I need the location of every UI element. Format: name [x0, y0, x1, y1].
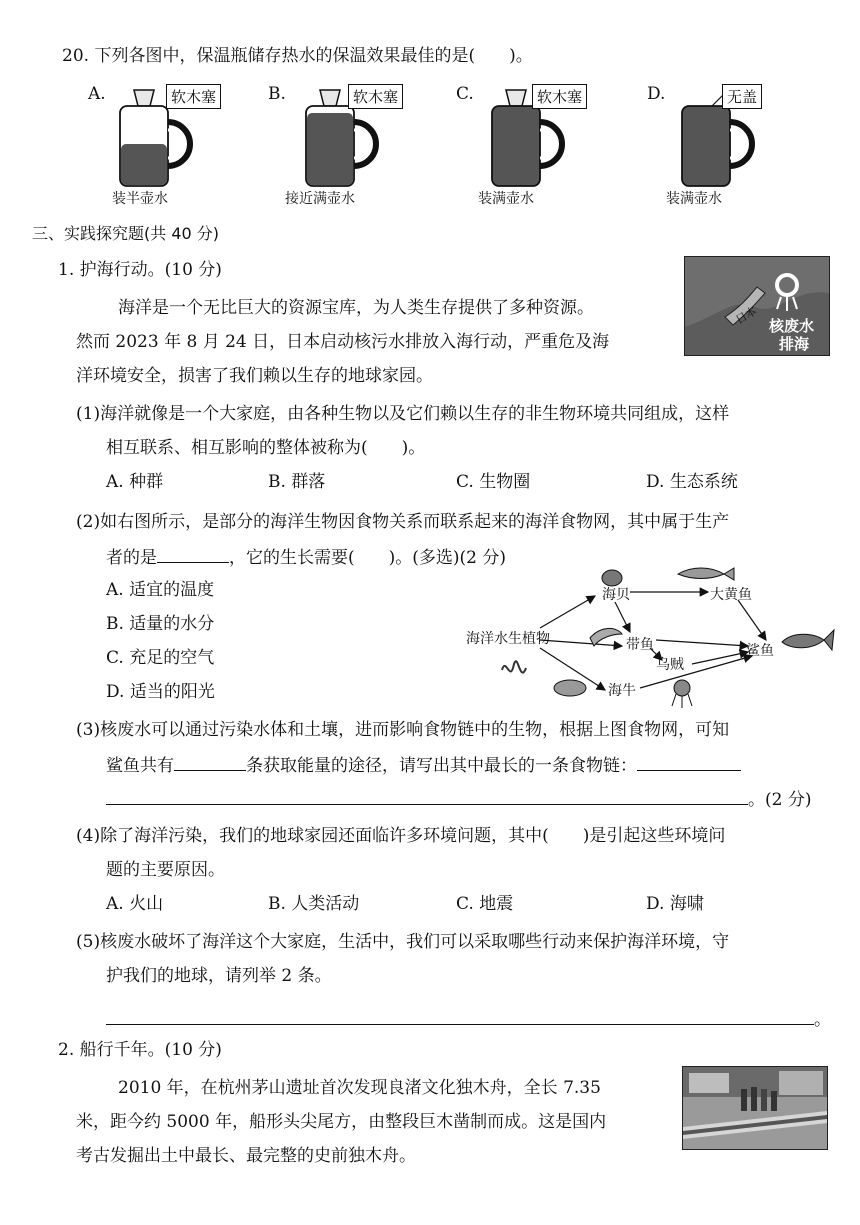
- q2-option-b[interactable]: B. 适量的水分: [106, 614, 215, 634]
- q1-option-b[interactable]: B. 群落: [268, 472, 326, 492]
- pathway-count-blank[interactable]: [174, 752, 246, 771]
- p1-intro-line-3: 洋环境安全，损害了我们赖以生存的地球家园。: [76, 366, 433, 386]
- p2-intro-line-3: 考古发掘出土中最长、最完整的史前独木舟。: [76, 1146, 416, 1166]
- q4-line-1: (4)除了海洋污染，我们的地球家园还面临许多环境问题，其中( )是引起这些环境问: [76, 826, 726, 846]
- q1-line-2: 相互联系、相互影响的整体被称为( )。: [106, 438, 426, 458]
- thermos-caption: 接近满壶水: [285, 191, 355, 207]
- canoe-museum-photo: [682, 1066, 828, 1150]
- q4-line-2: 题的主要原因。: [106, 860, 225, 880]
- node-shark: 鲨鱼: [746, 643, 774, 659]
- option-letter: A.: [88, 84, 106, 104]
- q3-text-pre: 鲨鱼共有: [106, 756, 174, 776]
- food-chain-blank-2[interactable]: [106, 786, 748, 805]
- canoe-photo-illustration: [683, 1067, 827, 1149]
- p2-intro-line-1: 2010 年，在杭州茅山遗址首次发现良渚文化独木舟，全长 7.35: [118, 1078, 601, 1098]
- thermos-caption: 装满壶水: [478, 191, 534, 207]
- q1-option-a[interactable]: A. 种群: [106, 472, 164, 492]
- q2-option-d[interactable]: D. 适当的阳光: [106, 682, 215, 702]
- node-shellfish: 海贝: [602, 587, 630, 603]
- q2-text-post: ，它的生长需要( )。(多选)(2 分): [229, 548, 507, 568]
- image-text-line-2: 排海: [779, 335, 810, 353]
- q5-line-1: (5)核废水破坏了海洋这个大家庭，生活中，我们可以采取哪些行动来保护海洋环境，守: [76, 932, 730, 952]
- q20-stem: 20. 下列各图中，保温瓶储存热水的保温效果最佳的是( )。: [62, 46, 533, 66]
- q3-text-end: 。(2 分): [748, 790, 812, 810]
- q5-answer-blank[interactable]: [106, 1006, 814, 1025]
- node-producer: 海洋水生植物: [466, 631, 550, 647]
- node-seaslug: 海牛: [608, 683, 636, 699]
- q2-option-a[interactable]: A. 适宜的温度: [106, 580, 215, 600]
- problem-1-title: 1. 护海行动。(10 分): [58, 260, 222, 280]
- p2-intro-line-2: 米，距今约 5000 年，船形头尖尾方，由整段巨木凿制而成。这是国内: [76, 1112, 607, 1132]
- japan-label: 日本: [733, 304, 760, 327]
- q4-option-c[interactable]: C. 地震: [456, 894, 514, 914]
- q3-text-post: 条获取能量的途径，请写出其中最长的一条食物链：: [246, 756, 637, 776]
- producer-answer-blank[interactable]: [157, 544, 229, 563]
- q1-option-d[interactable]: D. 生态系统: [646, 472, 738, 492]
- q5-answer-line: [106, 1006, 831, 1032]
- q4-option-a[interactable]: A. 火山: [106, 894, 164, 914]
- node-squid: 乌贼: [656, 657, 684, 673]
- thermos-caption: 装半壶水: [112, 191, 168, 207]
- q4-option-d[interactable]: D. 海啸: [646, 894, 704, 914]
- node-hairtail: 带鱼: [626, 637, 654, 653]
- option-letter: C.: [456, 84, 474, 104]
- option-letter: D.: [647, 84, 666, 104]
- q2-text-pre: 者的是: [106, 548, 157, 568]
- lid-label: 无盖: [722, 84, 762, 109]
- option-letter: B.: [268, 84, 286, 104]
- q1-option-c[interactable]: C. 生物圈: [456, 472, 531, 492]
- lid-label: 软木塞: [532, 84, 587, 109]
- q3-line-1: (3)核废水可以通过污染水体和土壤，进而影响食物链中的生物，根据上图食物网，可知: [76, 720, 730, 740]
- image-text-line-1: 核废水: [769, 317, 815, 335]
- q3-line-2: [106, 752, 741, 778]
- lid-label: 软木塞: [348, 84, 403, 109]
- q1-line-1: (1)海洋就像是一个大家庭，由各种生物以及它们赖以生存的非生物环境共同组成，这样: [76, 404, 730, 424]
- q2-option-c[interactable]: C. 充足的空气: [106, 648, 215, 668]
- nuclear-wastewater-image: [684, 256, 830, 356]
- p1-intro-line-1: 海洋是一个无比巨大的资源宝库，为人类生存提供了多种资源。: [118, 298, 594, 318]
- lid-label: 软木塞: [166, 84, 221, 109]
- q4-option-b[interactable]: B. 人类活动: [268, 894, 360, 914]
- section-title: 三、实践探究题(共 40 分): [32, 224, 220, 243]
- food-chain-blank-1[interactable]: [637, 752, 741, 771]
- thermos-caption: 装满壶水: [666, 191, 722, 207]
- p1-intro-line-2: 然而 2023 年 8 月 24 日，日本启动核污水排放入海行动，严重危及海: [76, 332, 610, 352]
- problem-2-title: 2. 船行千年。(10 分): [58, 1040, 222, 1060]
- q2-line-1: (2)如右图所示，是部分的海洋生物因食物关系而联系起来的海洋食物网，其中属于生产: [76, 512, 730, 532]
- q5-end: 。: [814, 1010, 831, 1030]
- q3-line-3: [106, 786, 811, 812]
- node-croaker: 大黄鱼: [710, 587, 752, 603]
- q5-line-2: 护我们的地球，请列举 2 条。: [106, 966, 332, 986]
